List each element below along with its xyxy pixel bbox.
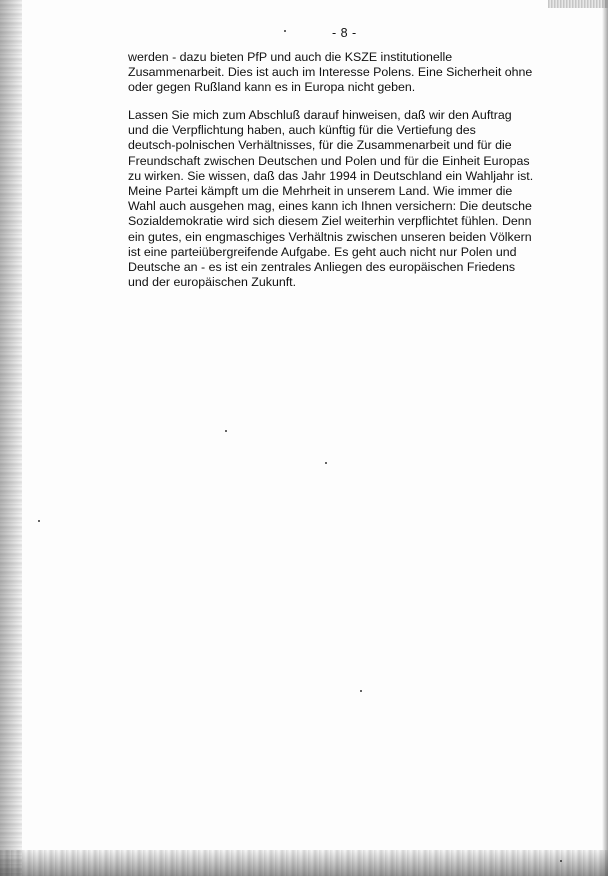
text-line: und der europäischen Zukunft. — [128, 275, 297, 290]
text-line: ein gutes, ein engmaschiges Verhältnis zwischen unseren beiden Völkern — [128, 229, 532, 244]
scan-edge-bottom — [0, 850, 608, 876]
scan-edge-left — [0, 0, 22, 876]
text-line: Sozialdemokratie wird sich diesem Ziel weiterhin verpflichtet fühlen. Denn — [128, 214, 532, 229]
paragraph-1 — [128, 50, 580, 96]
text-line: werden - dazu bieten PfP und auch die KSZE institutionelle — [128, 50, 453, 64]
text-line: Lassen Sie mich zum Abschluß darauf hinweisen, daß wir den Auftrag — [128, 108, 512, 122]
scan-speck — [325, 462, 327, 464]
scan-speck — [284, 30, 286, 32]
scan-edge-top — [548, 0, 608, 8]
paragraph-2 — [128, 108, 580, 290]
text-line: Deutsche an - es ist ein zentrales Anliegen des europäischen Friedens — [128, 260, 516, 275]
text-line: ist eine parteiübergreifende Aufgabe. Es geht auch nicht nur Polen und — [128, 244, 517, 259]
text-line: zu wirken. Sie wissen, daß das Jahr 1994 in Deutschland ein Wahljahr ist. — [128, 168, 534, 183]
page-number: - 8 - — [332, 26, 357, 40]
text-line: Zusammenarbeit. Dies ist auch im Interesse Polens. Eine Sicherheit ohne — [128, 65, 533, 80]
scan-speck — [560, 860, 562, 862]
text-line: Meine Partei kämpft um die Mehrheit in unserem Land. Wie immer die — [128, 184, 513, 199]
text-line: deutsch-polnischen Verhältnisses, für die Zusammenarbeit und für die — [128, 138, 512, 153]
text-line: und die Verpflichtung haben, auch künftig für die Vertiefung des — [128, 123, 476, 138]
text-line: Freundschaft zwischen Deutschen und Polen und für die Einheit Europas — [128, 153, 530, 168]
scan-edge-right — [602, 0, 608, 876]
scan-speck — [38, 520, 40, 522]
text-line: oder gegen Rußland kann es in Europa nicht geben. — [128, 80, 416, 95]
text-line: Wahl auch ausgehen mag, eines kann ich Ihnen versichern: Die deutsche — [128, 199, 532, 214]
scan-speck — [360, 690, 362, 692]
scan-speck — [225, 430, 227, 432]
